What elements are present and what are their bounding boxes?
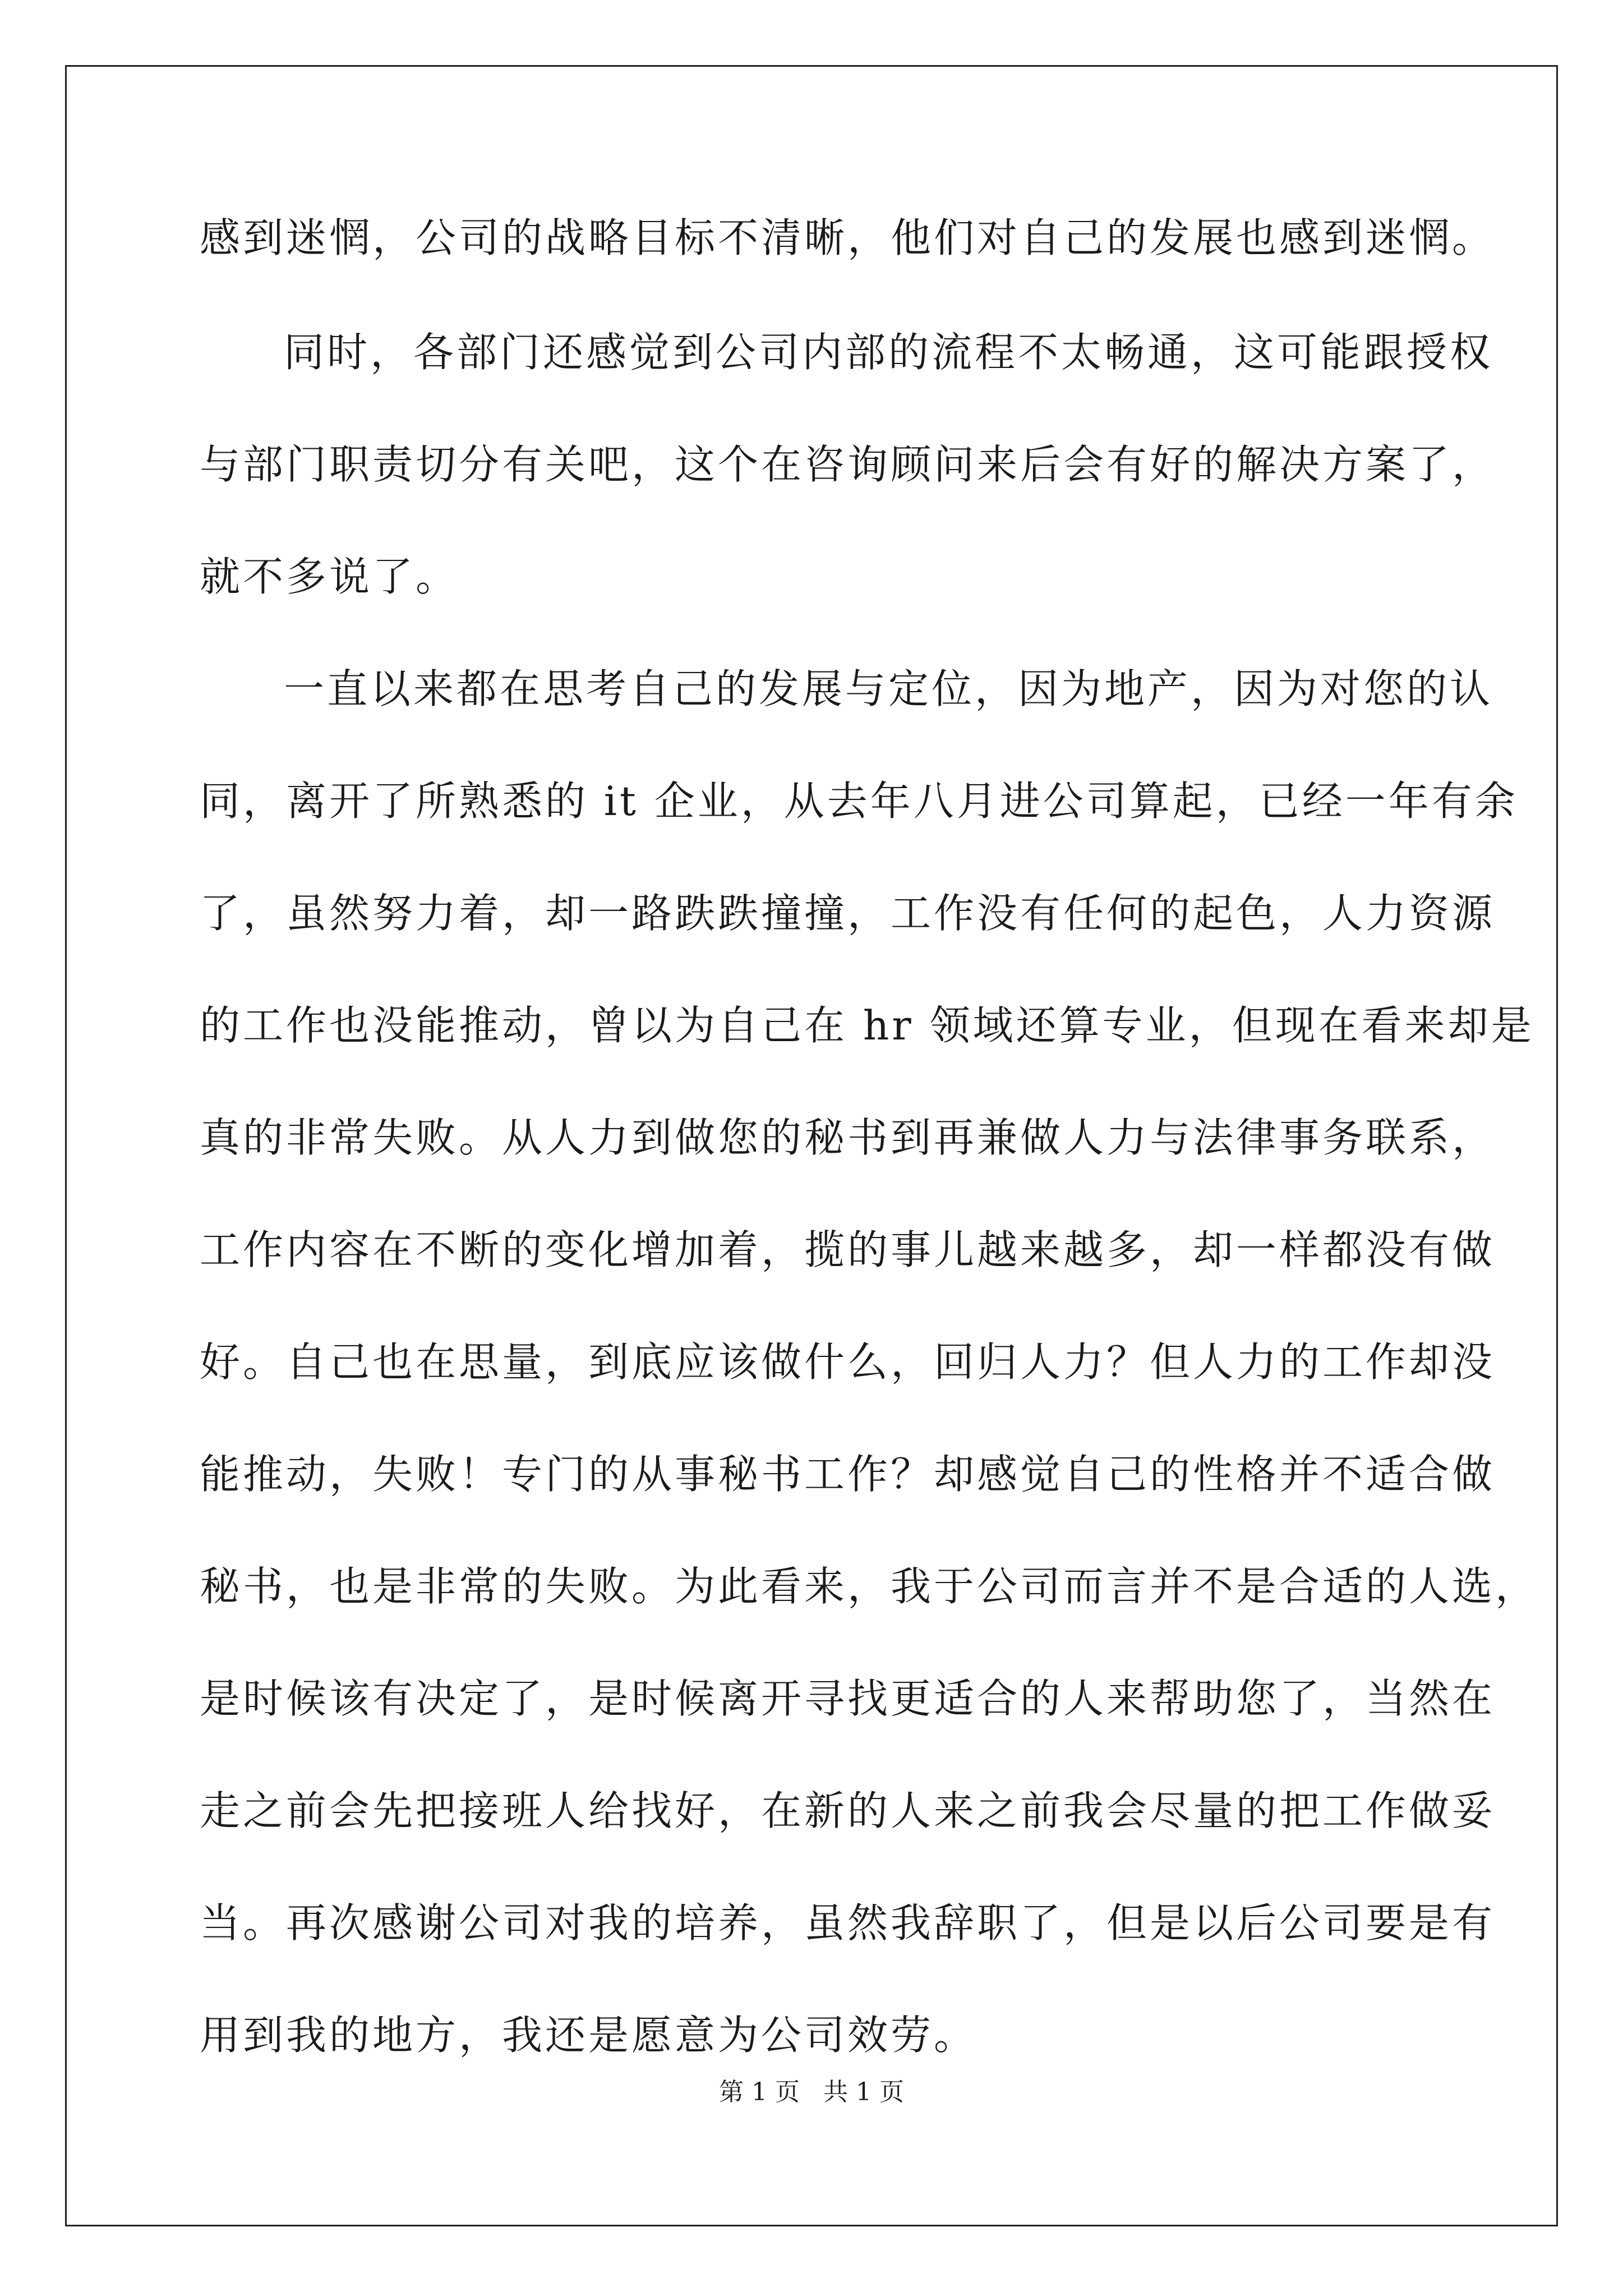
text-line: 工作内容在不断的变化增加着，揽的事儿越来越多，却一样都没有做 (200, 1226, 1496, 1273)
text-line: 好。自己也在思量，到底应该做什么，回归人力？但人力的工作却没 (200, 1338, 1496, 1386)
paragraph-start-line: 同时，各部门还感觉到公司内部的流程不太畅通，这可能跟授权 (284, 329, 1493, 376)
text-line: 就不多说了。 (200, 553, 459, 600)
text-line: 的工作也没能推动，曾以为自己在 hr 领域还算专业，但现在看来却是 (200, 1002, 1534, 1049)
text-line: 走之前会先把接班人给找好，在新的人来之前我会尽量的把工作做妥 (200, 1787, 1496, 1834)
text-line: 了，虽然努力着，却一路跌跌撞撞，工作没有任何的起色，人力资源 (200, 890, 1496, 937)
page-number-footer: 第 1 页 共 1 页 (719, 2078, 904, 2106)
text-line: 用到我的地方，我还是愿意为公司效劳。 (200, 2012, 978, 2059)
text-line: 与部门职责切分有关吧，这个在咨询顾问来后会有好的解决方案了， (200, 441, 1496, 488)
text-line: 感到迷惘，公司的战略目标不清晰，他们对自己的发展也感到迷惘。 (200, 214, 1496, 261)
text-line: 当。再次感谢公司对我的培养，虽然我辞职了，但是以后公司要是有 (200, 1899, 1496, 1947)
text-line: 能推动，失败！专门的从事秘书工作？却感觉自己的性格并不适合做 (200, 1451, 1496, 1498)
text-line: 是时候该有决定了，是时候离开寻找更适合的人来帮助您了，当然在 (200, 1675, 1496, 1722)
text-line: 秘书，也是非常的失败。为此看来，我于公司而言并不是合适的人选， (200, 1563, 1539, 1610)
text-line: 真的非常失败。从人力到做您的秘书到再兼做人力与法律事务联系， (200, 1114, 1496, 1161)
paragraph-start-line: 一直以来都在思考自己的发展与定位，因为地产，因为对您的认 (284, 665, 1493, 712)
text-line: 同，离开了所熟悉的 it 企业，从去年八月进公司算起，已经一年有余 (200, 777, 1518, 825)
